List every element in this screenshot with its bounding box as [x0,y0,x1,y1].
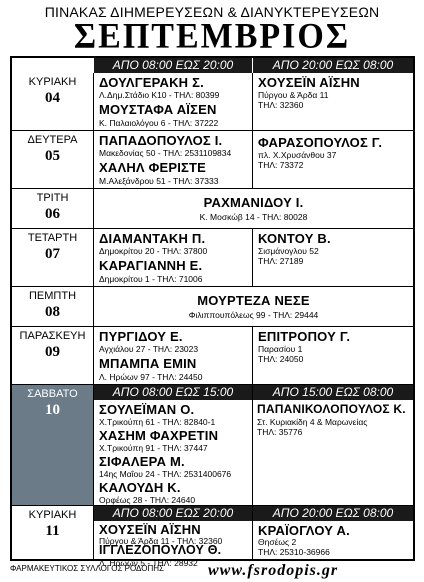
column-header-day: ΑΠΟ 08:00 ΕΩΣ 20:00 [94,506,252,521]
day-row-triti-06 [12,189,413,229]
pharmacy-name: ΙΓΓΛΕΖΟΠΟΥΛΟΥ Θ. [99,543,222,557]
column-header-night: ΑΠΟ 20:00 ΕΩΣ 08:00 [253,506,413,521]
day-cell [12,506,94,559]
pharmacy-name: ΚΑΛΟΥΔΗ Κ. [99,480,181,495]
pharmacy-name: ΜΟΥΡΤΕΖΑ ΝΕΣΕ [197,293,310,308]
pharmacy-address: Χ.Τρικούπη 91 - ΤΗΛ: 37447 [99,443,208,453]
pharmacy-name: ΜΟΥΣΤΑΦΑ ΑΪΣΕΝ [99,102,217,117]
duty-calendar [10,56,415,568]
pharmacy-address: Δημοκρίτου 1 - ΤΗΛ: 71006 [99,274,203,284]
pharmacy-name: ΜΠΑΜΠΑ ΕΜΙΝ [99,356,197,371]
pharmacy-address: Λ.Δημ.Στάδιο Κ10 - ΤΗΛ: 80399 [99,90,220,100]
day-number: 08 [45,304,60,320]
day-row-deftera-05 [12,131,413,189]
month-title: ΣΕΠΤΕΜΒΡΙΟΣ [73,17,351,56]
pharmacy-address: Σισμάνογλου 52 [258,246,319,256]
pharmacy-phone: ΤΗΛ: 35776 [257,427,303,437]
day-cell [12,327,94,384]
day-name: ΠΑΡΑΣΚΕΥΗ [19,330,86,342]
pharmacy-name: ΔΟΥΛΓΕΡΑΚΗ Σ. [99,75,204,90]
pharmacy-address: Λ. Ηρώων 97 - ΤΗΛ: 24450 [99,372,203,382]
association-name: ΦΑΡΜΑΚΕΥΤΙΚΟΣ ΣΥΛΛΟΓΟΣ ΡΟΔΟΠΗΣ [10,564,164,573]
pharmacy-address: Κ. Παλαιολόγου 6 - ΤΗΛ: 37222 [99,118,219,128]
pharmacy-address: πλ. Χ.Χρυσάνθου 37 [258,150,337,160]
pharmacy-name: ΚΟΝΤΟΥ Β. [258,231,331,246]
pharmacy-address: Αγχιάλου 27 - ΤΗΛ: 23023 [99,344,199,354]
day-number: 05 [45,148,60,164]
column-divider [252,506,253,559]
day-name: ΤΕΤΑΡΤΗ [27,232,78,244]
day-row-paraskevi-09 [12,327,413,385]
day-number: 07 [45,246,60,262]
pharmacy-name: ΔΙΑΜΑΝΤΑΚΗ Π. [99,231,206,246]
day-row-kyriaki-11 [12,506,413,568]
day-row-tetarti-07 [12,229,413,287]
pharmacy-address: Στ. Κυριακίδη 4 & Μαρωνείας [257,417,368,427]
pharmacy-name: ΚΑΡΑΓΙΑΝΝΗ Ε. [99,258,203,273]
day-name: ΚΥΡΙΑΚΗ [28,76,77,88]
day-cell [12,131,94,188]
website-link[interactable]: www.fsrodopis.gr [208,562,339,579]
pharmacy-address: Πύργου & Άρδα 11 - ΤΗΛ: 32360 [99,536,223,546]
pharmacy-name: ΠΑΠΑΔΟΠΟΥΛΟΣ Ι. [99,133,223,148]
pharmacy-name: ΕΠΙΤΡΟΠΟΥ Γ. [258,329,351,344]
pharmacy-phone: ΤΗΛ: 32360 [258,100,304,110]
pharmacy-address: Παρασίου 1 [258,344,303,354]
pharmacy-address: Κ. Μοσκώβ 14 - ΤΗΛ: 80028 [199,212,308,222]
day-name: ΤΡΙΤΗ [36,192,69,204]
day-name: ΠΕΜΠΤΗ [28,290,77,302]
pharmacy-address: Θησέως 2 [258,537,297,547]
column-divider [252,229,253,287]
pharmacy-address: Μ.Αλεξάνδρου 51 - ΤΗΛ: 37333 [99,176,219,186]
pharmacy-address: Λ. Ηρώων 5 - ΤΗΛ: 28932 [99,558,198,568]
day-cell [12,229,94,286]
day-cell [12,189,94,228]
column-header-day: ΑΠΟ 08:00 ΕΩΣ 20:00 [94,58,252,73]
day-cell-saturday [12,385,94,505]
column-divider [252,73,253,131]
day-number: 04 [45,90,60,106]
column-header-night: ΑΠΟ 20:00 ΕΩΣ 08:00 [253,58,413,73]
pharmacy-name: ΧΑΛΗΛ ΦΕΡΙΣΤΕ [99,160,207,175]
pharmacy-name: ΠΑΠΑΝΙΚΟΛΟΠΟΥΛΟΣ Κ. [257,402,406,416]
pharmacy-address: Πύργου & Άρδα 11 [258,90,329,100]
pharmacy-name: ΣΟΥΛΕΪΜΑΝ Ο. [99,402,195,417]
pharmacy-address: 14ης Μαΐου 24 - ΤΗΛ: 2531400676 [99,469,232,479]
pharmacy-phone: ΤΗΛ: 25310-36966 [258,547,330,557]
pharmacy-address: Ορφέως 28 - ΤΗΛ: 24640 [99,495,196,505]
day-number: 10 [45,402,60,418]
column-divider [252,385,253,506]
column-divider [252,131,253,189]
day-cell [12,287,94,326]
pharmacy-name: ΣΙΦΑΛΕΡΑ Μ. [99,454,185,469]
pharmacy-phone: ΤΗΛ: 27189 [258,256,304,266]
pharmacy-name: ΧΟΥΣΕΪΝ ΑΪΣΗΝ [99,522,201,537]
day-name: ΔΕΥΤΕΡΑ [27,134,78,146]
day-number: 09 [45,344,60,360]
day-name: ΚΥΡΙΑΚΗ [28,509,77,521]
page-title: ΠΙΝΑΚΑΣ ΔΙΗΜΕΡΕΥΣΕΩΝ & ΔΙΑΝΥΚΤΕΡΕΥΣΕΩΝ [44,4,380,20]
column-header-morning: ΑΠΟ 08:00 ΕΩΣ 15:00 [94,385,252,400]
pharmacy-name: ΚΡΑΪΟΓΛΟΥ Α. [258,523,350,538]
column-header-afternoon: ΑΠΟ 15:00 ΕΩΣ 08:00 [253,385,413,400]
column-divider [252,327,253,385]
day-row-savvato-10 [12,385,413,506]
pharmacy-address: Χ.Τρικούπη 61 - ΤΗΛ: 82840-1 [99,417,216,427]
pharmacy-name: ΧΟΥΣΕΪΝ ΑΪΣΗΝ [258,75,360,90]
pharmacy-address: Φιλιππουπόλεως 99 - ΤΗΛ: 29444 [188,310,319,320]
day-row-pempti-08 [12,287,413,327]
pharmacy-name: ΦΑΡΑΣΟΠΟΥΛΟΣ Γ. [258,135,383,150]
pharmacy-phone: ΤΗΛ: 24050 [258,354,304,364]
pharmacy-name: ΧΑΣΗΜ ΦΑΧΡΕΤΙΝ [99,428,219,443]
pharmacy-phone: ΤΗΛ: 73372 [258,160,304,170]
day-cell [12,73,94,130]
day-row-kyriaki-04 [12,73,413,131]
day-name: ΣΑΒΒΑΤΟ [27,388,78,400]
pharmacy-address: Μακεδονίας 50 - ΤΗΛ: 2531109834 [99,148,232,158]
pharmacy-name: ΡΑΧΜΑΝΙΔΟΥ Ι. [203,195,304,210]
day-number: 06 [45,206,60,222]
pharmacy-address: Δημοκρίτου 20 - ΤΗΛ: 37800 [99,246,208,256]
day-number: 11 [45,523,60,539]
pharmacy-name: ΠΥΡΓΙΔΟΥ Ε. [99,329,183,344]
